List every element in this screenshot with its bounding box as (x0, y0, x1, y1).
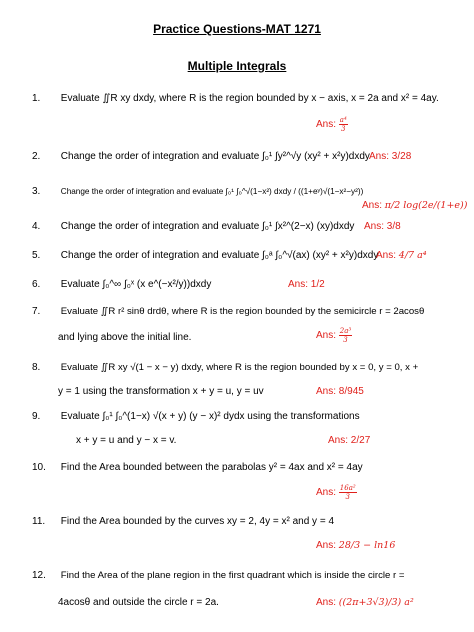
answer-label: Ans: (316, 597, 337, 608)
question-number: 1. (32, 93, 41, 104)
question-2 (32, 151, 370, 162)
question-text: Evaluate ∬R r² sinθ drdθ, where R is the region bounded by the semicircle r = 2acosθ (60, 306, 425, 317)
question-text: Find the Area bounded by the curves xy = 2, 4y = x² and y = 4 (60, 516, 335, 527)
question-9-cont: x + y = u and y − x = v. (76, 435, 177, 446)
question-number: 10. (32, 462, 46, 473)
answer-10 (316, 484, 357, 501)
answer-numerator: 2a³ (339, 327, 352, 335)
answer-value: ((2π+3√3)/3) a² (338, 597, 414, 608)
question-number: 5. (32, 250, 41, 261)
answer-value: 28/3 − ln16 (338, 540, 396, 551)
question-text: Find the Area bounded between the parabolas y² = 4ax and x² = 4ay (60, 462, 363, 473)
page-title: Practice Questions-MAT 1271 (153, 22, 321, 36)
question-8-cont: y = 1 using the transformation x + y = u, y = uv (58, 386, 264, 397)
answer-fraction (339, 116, 348, 133)
question-text: Evaluate ∬R xy √(1 − x − y) dxdy, where R is the region bounded by x = 0, y = 0, x + (60, 362, 419, 373)
answer-5 (376, 250, 427, 261)
question-7-cont: and lying above the initial line. (58, 332, 192, 343)
question-number: 11. (32, 516, 46, 527)
question-number: 2. (32, 151, 41, 162)
section-title: Multiple Integrals (187, 59, 287, 73)
question-text: Find the Area of the plane region in the first quadrant which is inside the circle r = (60, 570, 405, 581)
answer-label: Ans: (316, 330, 337, 342)
answer-label: Ans: (376, 250, 397, 261)
question-number: 3. (32, 186, 41, 197)
question-text: Evaluate ∬R xy dxdy, where R is the region bounded by x − axis, x = 2a and x² = 4ay. (60, 93, 439, 104)
answer-denominator: 3 (345, 493, 350, 501)
question-6 (32, 279, 211, 290)
question-text: Change the order of integration and evaluate ∫₀¹ ∫y²^√y (xy² + x²y)dxdy (60, 151, 370, 162)
answer-6: Ans: 1/2 (288, 279, 325, 290)
question-number: 8. (32, 362, 41, 373)
question-10 (32, 462, 363, 473)
answer-numerator: a⁴ (339, 116, 347, 124)
question-9 (32, 411, 360, 422)
question-number: 12. (32, 570, 46, 581)
answer-8: Ans: 8/945 (316, 386, 364, 397)
answer-7 (316, 327, 352, 344)
answer-11 (316, 540, 395, 551)
question-11 (32, 516, 334, 527)
question-number: 4. (32, 221, 41, 232)
question-12 (32, 570, 404, 581)
answer-9: Ans: 2/27 (328, 435, 371, 446)
answer-denominator: 3 (341, 125, 346, 133)
answer-value: π/2 log(2e/(1+e)) (384, 200, 468, 211)
answer-fraction (339, 484, 357, 501)
question-text: Evaluate ∫₀^∞ ∫₀ˣ (x e^(−x²/y))dxdy (60, 279, 212, 290)
answer-label: Ans: (316, 487, 337, 499)
question-text: Change the order of integration and evaluate ∫₀ᵃ ∫₀^√(ax) (xy² + x²y)dxdy (60, 250, 379, 261)
question-text: Change the order of integration and evaluate ∫₀¹ ∫₀^√(1−x²) dxdy / ((1+eʸ)√(1−x²−y²)) (60, 187, 364, 196)
answer-1 (316, 116, 348, 133)
answer-12 (316, 597, 414, 608)
question-number: 9. (32, 411, 41, 422)
question-4 (32, 221, 354, 232)
question-text: Change the order of integration and evaluate ∫₀¹ ∫x²^(2−x) (xy)dxdy (60, 221, 355, 232)
question-1 (32, 93, 439, 104)
question-5 (32, 250, 378, 261)
question-12-cont: 4acosθ and outside the circle r = 2a. (58, 597, 219, 608)
answer-numerator: 16a² (339, 484, 356, 492)
answer-fraction (339, 327, 352, 344)
question-8 (32, 362, 418, 373)
question-text: Evaluate ∫₀¹ ∫₀^(1−x) √(x + y) (y − x)² dydx using the transformations (60, 411, 360, 422)
question-7 (32, 306, 424, 317)
question-number: 6. (32, 279, 41, 290)
question-number: 7. (32, 306, 41, 317)
answer-3 (362, 200, 467, 211)
answer-label: Ans: (362, 200, 383, 211)
answer-value: 4/7 a⁴ (398, 250, 427, 261)
answer-label: Ans: (316, 540, 337, 551)
answer-2: Ans: 3/28 (369, 151, 412, 162)
answer-label: Ans: (316, 119, 337, 131)
question-3 (32, 186, 363, 197)
answer-4: Ans: 3/8 (364, 221, 401, 232)
answer-denominator: 3 (343, 336, 348, 344)
